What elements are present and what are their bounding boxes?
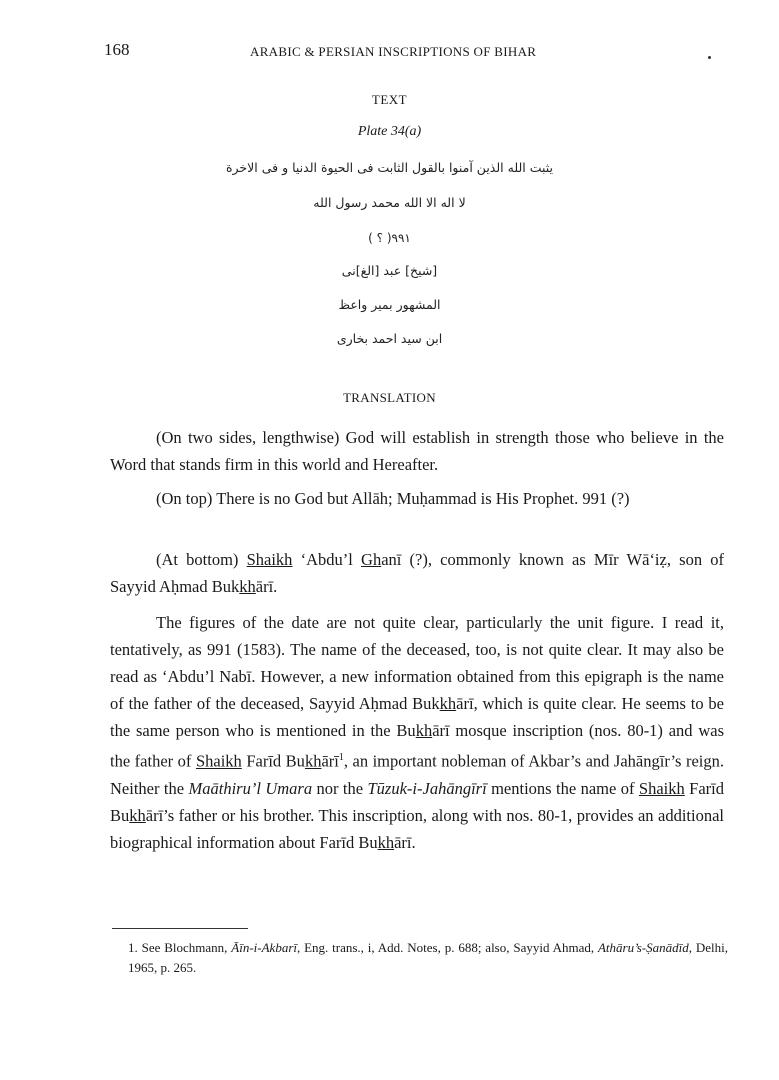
page-number: 168 [104,40,130,59]
italic-title: Tūzuk-i-Jahāngīrī [367,778,487,798]
footnote-italic: Āīn-i-Akbarī [231,940,297,955]
p4-text: , an important nobleman of Akbar’s and Jahāngīr’s reign. Neither the [110,751,724,798]
p4-text: Farīd Bu [110,778,724,825]
p4-text: mentions the name of [486,778,639,798]
decorative-dot [708,56,711,59]
translation-paragraph-2: (On top) There is no God but Allāh; Muḥammad is His Prophet. 991 (?) [156,489,630,508]
footnote-text: , Eng. trans., i, Add. Notes, p. 688; also, Sayyid Ahmad, [297,940,598,955]
p3-text: ārī. [255,577,278,596]
p4-text: ārī [321,751,339,771]
translation-paragraph-3 [110,546,724,600]
footnote-italic: Athāru’s-Ṣanādīd [597,940,689,955]
p4-text: ārī’s father or his brother. This inscription, along with nos. 80-1, provides an additional biographical information about Farīd Bu [110,805,724,852]
p4-text: ārī. [394,832,416,852]
underlined-kh: kh [304,751,322,771]
footnote-ref[interactable]: 1 [338,752,344,763]
underlined-shaikh: Shaikh [195,751,242,771]
commentary-paragraph [110,609,724,856]
footnote-rule [112,928,248,929]
footnote-number: 1. [128,940,138,955]
p3-text: ‘Abdu’l [292,550,362,569]
translation-paragraph-1: (On two sides, lengthwise) God will establish in strength those who believe in the Word that stands firm in this world and Hereafter. [110,428,724,474]
underlined-kh: kh [439,694,457,713]
plate-caption: Plate 34(a) [357,124,422,139]
p4-text: ārī mosque inscription (nos. 80-1) and was the father of [110,721,724,771]
footnote-text: , Delhi, 1965, p. 265. [128,940,728,975]
footnote [128,938,728,978]
arabic-date-line: ۹۹۱( ؟ ) [368,231,411,245]
underlined-shaikh: Shaikh [246,550,293,569]
running-head: ARABIC & PERSIAN INSCRIPTIONS OF BIHAR [250,44,537,59]
p4-text: The figures of the date are not quite clear, particularly the unit figure. I read it, tentatively, as 991 (1583). The name of the deceased, too, is not quite clear. It may also be read as ‘Abdu’l Nabī. However, a new information obtained from this epigraph is the name of the father of the deceased, Sayyid Aḥmad Buk [110,613,724,713]
italic-title: Maāthiru’l Umara [188,778,313,798]
arabic-line-4: [شيخ] عبد [الغ]نی [341,263,438,278]
p3-text: anī (?), commonly known as Mīr Wā‘iẓ, son of Sayyid Aḥmad Buk [110,550,724,596]
text-heading: TEXT [371,92,408,107]
underlined-kh: kh [377,832,395,852]
underlined-shaikh: Shaikh [638,778,685,798]
translation-heading: TRANSLATION [343,390,436,405]
arabic-line-6: ابن سيد احمد بخاری [336,331,443,346]
footnote-text: See Blochmann, [141,940,232,955]
p4-text: Farīd Bu [241,751,305,771]
p3-text: (At bottom) [156,550,247,569]
arabic-line-5: المشهور بمير واعظ [338,297,441,312]
p4-text: ārī, which is quite clear. He seems to be the same person who is mentioned in the Bu [110,694,724,740]
underlined-kh: kh [415,721,433,740]
arabic-line-1: يثبت الله الذين آمنوا بالقول الثابت فی الحيوة الدنيا و فی الاخرة [225,160,554,175]
underlined-gh: Gh [361,550,382,569]
arabic-line-2: لا اله الا الله محمد رسول الله [313,195,466,210]
underlined-kh: kh [129,805,146,825]
p4-text: nor the [312,778,368,798]
underlined-kh: kh [239,577,256,596]
